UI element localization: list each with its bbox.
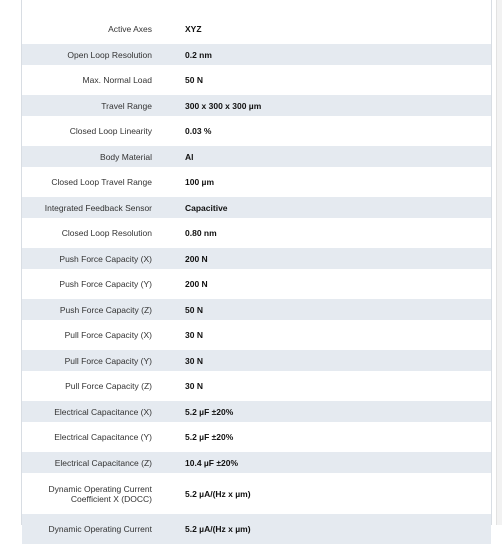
- panel-right-border: [491, 0, 492, 525]
- spec-label: Integrated Feedback Sensor: [22, 197, 163, 218]
- spec-value: XYZ: [163, 14, 491, 44]
- spec-label: Body Material: [22, 146, 163, 167]
- spec-label: Closed Loop Travel Range: [22, 167, 163, 197]
- spec-value: 50 N: [163, 65, 491, 95]
- spec-value: 5.2 µA/(Hz x µm): [163, 473, 491, 514]
- spec-label: Dynamic Operating Current: [22, 514, 163, 544]
- table-row: [22, 299, 491, 320]
- table-row: [22, 65, 491, 95]
- spec-label: Closed Loop Resolution: [22, 218, 163, 248]
- spec-value: 5.2 µF ±20%: [163, 401, 491, 422]
- spec-label: Travel Range: [22, 95, 163, 116]
- spec-label: Open Loop Resolution: [22, 44, 163, 65]
- spec-label: Push Force Capacity (Z): [22, 299, 163, 320]
- table-row: [22, 248, 491, 269]
- table-row: [22, 146, 491, 167]
- spec-value: 0.2 nm: [163, 44, 491, 65]
- spec-value: 0.80 nm: [163, 218, 491, 248]
- table-row: [22, 167, 491, 197]
- spec-value: Capacitive: [163, 197, 491, 218]
- spec-label: Active Axes: [22, 14, 163, 44]
- spec-label: Pull Force Capacity (X): [22, 320, 163, 350]
- spec-value: 30 N: [163, 371, 491, 401]
- table-row: [22, 269, 491, 299]
- table-row: [22, 371, 491, 401]
- spec-label: Electrical Capacitance (X): [22, 401, 163, 422]
- spec-value: 200 N: [163, 269, 491, 299]
- table-row: [22, 452, 491, 473]
- spec-label: Closed Loop Linearity: [22, 116, 163, 146]
- spec-value: 200 N: [163, 248, 491, 269]
- spec-value: 30 N: [163, 350, 491, 371]
- spec-value: 50 N: [163, 299, 491, 320]
- table-row: [22, 95, 491, 116]
- spec-value: 30 N: [163, 320, 491, 350]
- page-scrollbar[interactable]: [496, 0, 502, 525]
- spec-value: 300 x 300 x 300 µm: [163, 95, 491, 116]
- table-row: [22, 514, 491, 544]
- spec-label: Pull Force Capacity (Z): [22, 371, 163, 401]
- table-row: [22, 320, 491, 350]
- table-row: [22, 14, 491, 44]
- spec-label: Max. Normal Load: [22, 65, 163, 95]
- spec-label: Push Force Capacity (X): [22, 248, 163, 269]
- table-row: [22, 116, 491, 146]
- table-row: [22, 473, 491, 514]
- table-row: [22, 350, 491, 371]
- table-row: [22, 218, 491, 248]
- spec-label: Electrical Capacitance (Y): [22, 422, 163, 452]
- table-row: [22, 197, 491, 218]
- table-row: [22, 44, 491, 65]
- spec-value: 5.2 µF ±20%: [163, 422, 491, 452]
- spec-value: Al: [163, 146, 491, 167]
- spec-value: 5.2 µA/(Hz x µm): [163, 514, 491, 544]
- table-row: [22, 401, 491, 422]
- spec-value: 100 µm: [163, 167, 491, 197]
- spec-value: 10.4 µF ±20%: [163, 452, 491, 473]
- table-row: [22, 422, 491, 452]
- spec-value: 0.03 %: [163, 116, 491, 146]
- spec-label: Dynamic Operating Current Coefficient X (DOCC): [22, 473, 163, 514]
- spec-label: Push Force Capacity (Y): [22, 269, 163, 299]
- spec-label: Electrical Capacitance (Z): [22, 452, 163, 473]
- spec-label: Pull Force Capacity (Y): [22, 350, 163, 371]
- specifications-table: [22, 14, 491, 544]
